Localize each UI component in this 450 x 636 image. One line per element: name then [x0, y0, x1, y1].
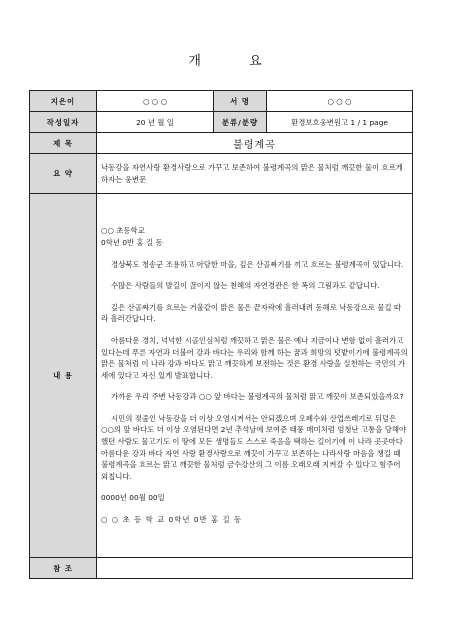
summary-row [30, 154, 413, 194]
reference-label: 참 조 [30, 558, 97, 579]
content-body [97, 194, 413, 558]
content-paragraph-2: 수많은 사람들의 발길이 끊이지 않는 천혜의 자연경관은 한 폭의 그림과도 같답니다. [111, 281, 380, 291]
content-paragraph-3: 깊은 산골짜기를 흐르는 거울같이 맑은 물은 끝자락에 흘러내려 동해로 낙동강으로 물길 따라 흘러간답니다. [101, 302, 402, 324]
subject-value: 불령계곡 [97, 133, 413, 154]
content-row [30, 194, 413, 558]
date-row [30, 112, 413, 133]
reference-value [97, 558, 413, 579]
author-label: 지은이 [30, 91, 97, 112]
date-value: 20 년 월 일 [97, 112, 214, 133]
document-title: 개 요 [188, 54, 284, 69]
subject-label: 제 목 [30, 133, 97, 154]
summary-value: 낙동강을 자연사랑 환경사랑으로 가꾸고 보존하여 불령계곡의 맑은 물처럼 깨끗한 물이 흐르게 하자는 웅변문 [97, 154, 413, 194]
content-paragraph-5: 가까운 우리 주변 낙동강과 ○○ 앞 바다는 불령계곡의 물처럼 맑고 깨끗이 보존되었을까요? [111, 392, 404, 402]
category-label: 분류/분량 [214, 112, 267, 133]
content-paragraph-1: 경상북도 청송군 조용하고 아담한 마을, 깊은 산골짜기를 끼고 흐르는 불령계곡이 있답니다. [111, 259, 404, 269]
author-row [30, 91, 413, 112]
date-label: 작성일자 [30, 112, 97, 133]
subject-row [30, 133, 413, 154]
content-school: ○○ 초등학교 [101, 226, 145, 236]
seo-label: 서 명 [214, 91, 267, 112]
seo-value: ○ ○ ○ [267, 91, 413, 112]
content-class: 0학년 0반 홍 길 동 [101, 237, 163, 247]
content-signature: ○ ○ 초 등 학 교 0학년 0반 홍 길 동 [101, 515, 243, 525]
content-date: 0000년 00월 00일 [101, 493, 165, 503]
summary-form-table [29, 90, 413, 579]
reference-row [30, 558, 413, 579]
content-paragraph-6: 시민의 젖줄인 낙동강을 더 이상 오염시켜서는 안되겠으며 오폐수와 산업쓰레기로 뒤덮은 ○○의 앞 바다도 더 이상 오염된다면 2년 추석날에 보여준 태풍 매미처럼 엄청난 고통을 당해야 했던 사람도 물고기도 이 땅에 모든 생명들도 스스로 죽음을 택하는 길이기에 이 나라 곳곳마다 아름다운 강과 바다 자연 사랑 환경사랑으로 깨끗이 가꾸고 보존하는 나라사랑 마음을 챙길 때 불령계곡을 흐르는 맑고 깨끗한 물처럼 금수강산의 그 이름 오래오래 지켜갈 수 있다고 힘주어 외칩니다. [101, 413, 407, 481]
content-paragraph-4: 아름다운 경치, 넉넉한 시골인심처럼 깨끗하고 맑은 물은 예나 지금이나 변함 없이 흘러가고 있다는데 푸른 자연과 더불어 강과 바다는 우리와 함께 하는 꿈과 희망의 텃밭이기에 불령계곡의 맑은 물처럼 이 나라 강과 바다도 맑고 깨끗하게 보전하는 것은 환경 사랑을 실천하는 국민의 가세에 있다고 자신 있게 발표합니다. [101, 335, 408, 380]
content-label: 내 용 [30, 194, 97, 558]
author-value: ○ ○ ○ [97, 91, 214, 112]
category-value: 환경보호웅변원고 1 / 1 page [267, 112, 413, 133]
summary-label: 요 약 [30, 154, 97, 194]
